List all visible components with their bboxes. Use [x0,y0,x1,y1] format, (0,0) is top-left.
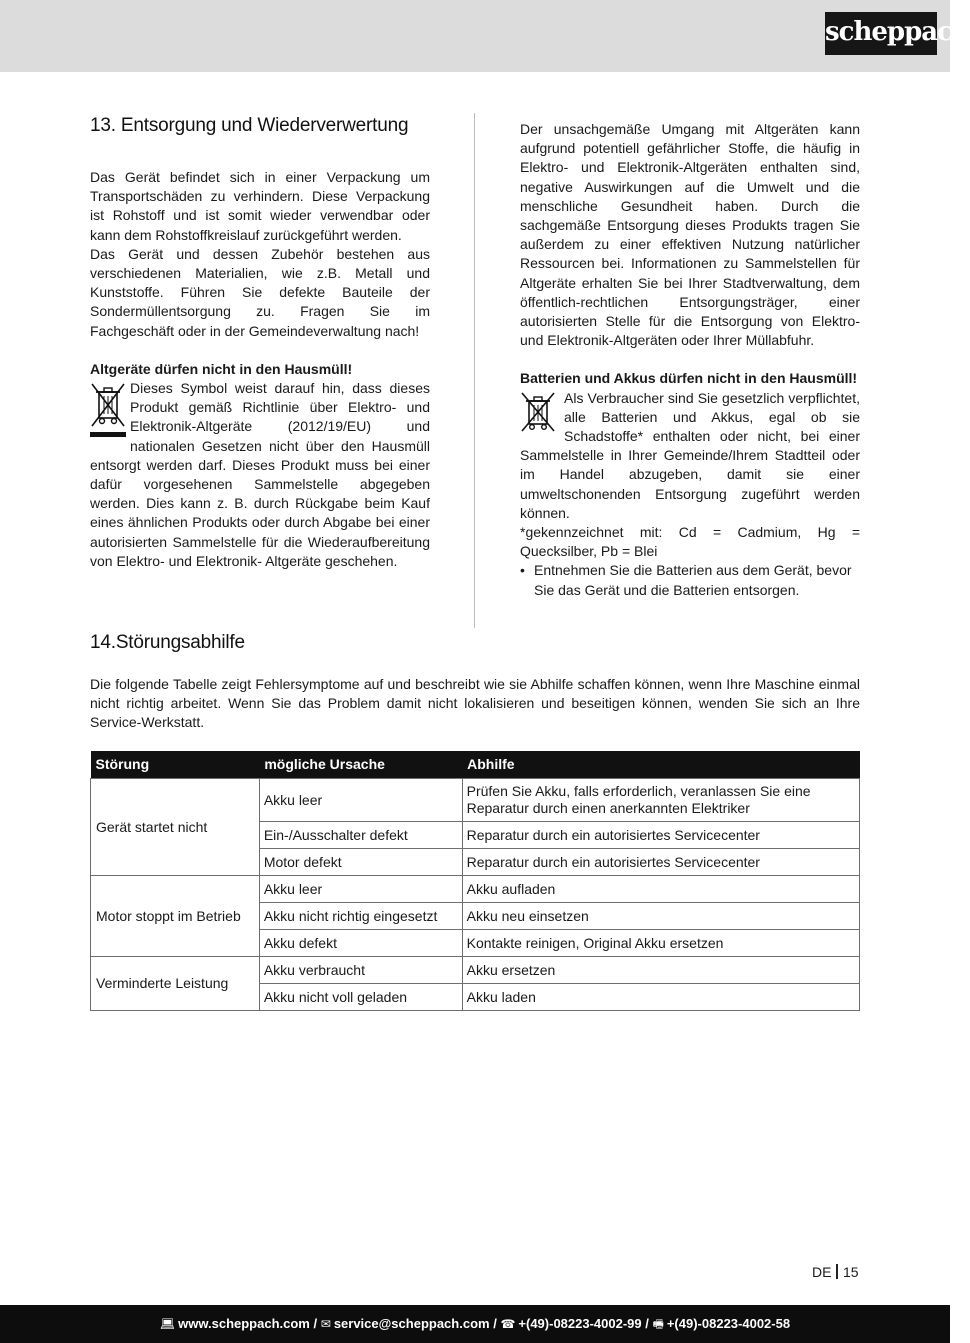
footer-email[interactable]: service@scheppach.com [333,1316,490,1331]
table-row [91,876,860,903]
footer-separator: / [493,1316,497,1331]
stoerung-cell: Motor stoppt im Betrieb [91,876,260,957]
batterien-heading: Batterien und Akkus dürfen nicht in den Hausmüll! [520,370,858,387]
bullet-text: Entnehmen Sie die Batterien aus dem Gerät, bevor Sie das Gerät und die Batterien entsorgen. [534,562,852,598]
table-row [91,779,860,822]
table-row [91,957,860,984]
batterien-text: Als Verbraucher sind Sie gesetzlich verpflichtet, alle Batterien und Akkus, egal ob sie Schadstoffe* enthalten oder nicht, bei einer Sammelstelle in Ihrer Gemeinde/Ihrem Stadtteil oder im Handel abzugeben, damit sie einer umweltschonenden Entsorgung zugeführt werden können. [520,389,860,521]
scheppach-logo: scheppach [825,12,937,55]
abhilfe-cell: Akku ersetzen [462,957,859,984]
abhilfe-cell: Reparatur durch ein autorisiertes Servicecenter [462,849,859,876]
weee-bar [90,432,126,437]
ursache-cell: Motor defekt [259,849,462,876]
bullet-marker: • [520,562,525,579]
altgeraete-text: Dieses Symbol weist darauf hin, dass dieses Produkt gemäß Richtlinie über Elektro- und Elektronik-Altgeräte (2012/19/EU) und nationalen Gesetzen nicht über den Hausmüll entsorgt werden darf. Dieses Produkt muss bei einer dafür vorgesehenen Sammelstelle abgegeben werden. Dies kann z. B. durch Rückgabe beim Kauf eines ähnlichen Produkts oder durch Abgabe bei einer autorisierten Sammelstelle für die Wiederaufbereitung von Elektro- und Elektronik- Altgeräte geschehen. [90,380,430,569]
footer-fax: +(49)-08223-4002-58 [666,1316,791,1331]
batterien-block [520,389,860,523]
list-item [520,561,860,599]
environment-paragraph: Der unsachgemäße Umgang mit Altgeräten kann aufgrund potentiell gefährlicher Stoffe, die häufig in Elektro- und Elektronik-Altgeräten enthalten sind, negative Auswirkungen auf die Umwelt und die menschliche Gesundheit haben. Durch die sachgemäße Entsorgung dieses Produkts tragen Sie außerdem zu einer effektiven Nutzung natürlicher Ressourcen bei. Informationen zu Sammelstellen für Altgeräte erhalten Sie bei Ihrer Stadtverwaltung, dem öffentlich-rechtlichen Entsorgungsträger, einer autorisierten Stelle für die Entsorgung von Elektro- und Elektronik-Altgeräten oder Ihrer Müllabfuhr. [520,121,860,349]
page-num: 15 [842,1264,859,1280]
page-lang: DE [812,1264,832,1280]
column-divider [474,113,475,628]
section-13-title-text: Entsorgung und Wiederverwertung [120,115,409,136]
footer-phone[interactable]: +(49)-08223-4002-99 [518,1316,642,1331]
header-abhilfe: Abhilfe [462,751,859,779]
abhilfe-cell: Akku laden [462,984,859,1011]
section-14-title [90,632,245,654]
section-14-intro: Die folgende Tabelle zeigt Fehlersymptome auf und beschreibt wie sie Abhilfe schaffen können, wenn Ihre Maschine einmal nicht richtig arbeitet. Wenn Sie das Problem damit nicht lokalisieren und beseitigen können, wenden Sie sich an Ihre Service-Werkstatt. [90,676,860,731]
abhilfe-cell: Akku aufladen [462,876,859,903]
table-header-row [91,751,860,779]
ursache-cell: Akku defekt [259,930,462,957]
crossed-bin-battery-icon [520,392,556,430]
computer-icon: 💻︎ [159,1317,176,1331]
section-14-number: 14. [90,632,116,653]
footer-contact-bar [0,1305,950,1343]
fax-icon: 🖷︎ [652,1317,664,1331]
crossed-bin-icon [90,382,126,442]
abhilfe-cell: Reparatur durch ein autorisiertes Servicecenter [462,822,859,849]
header-band [0,0,950,72]
ursache-cell: Akku leer [259,876,462,903]
section-13-number: 13. [90,115,116,136]
altgeraete-heading: Altgeräte dürfen nicht in den Hausmüll! [90,360,353,377]
page-number-separator [836,1264,838,1279]
troubleshooting-table [90,751,860,1011]
materials-paragraph: Das Gerät und dessen Zubehör bestehen aus verschiedenen Materialien, wie z.B. Metall und Kunststoffe. Führen Sie defekte Bauteile der Sondermüllentsorgung zu. Fragen Sie im Fachgeschäft oder in der Gemeindeverwaltung nach! [90,245,430,339]
page-number [812,1264,859,1280]
ursache-cell: Ein-/Ausschalter defekt [259,822,462,849]
mail-icon: ✉︎ [320,1317,331,1331]
section-14-title-text: Störungsabhilfe [115,632,245,653]
ursache-cell: Akku leer [259,779,462,822]
ursache-cell: Akku verbraucht [259,957,462,984]
footer-separator: / [645,1316,649,1331]
stoerung-cell: Verminderte Leistung [91,957,260,1011]
phone-icon: ☎︎ [500,1317,516,1331]
section-13-title [90,116,430,146]
footer-website[interactable]: www.scheppach.com [178,1316,310,1331]
ursache-cell: Akku nicht richtig eingesetzt [259,903,462,930]
header-ursache: mögliche Ursache [259,751,462,779]
section-13-right-column [520,120,860,600]
packaging-paragraph: Das Gerät befindet sich in einer Verpackung um Transportschäden zu verhindern. Diese Verpackung ist Rohstoff und ist somit wieder verwendbar oder kann dem Rohstoffkreislauf zurückgeführt werden. [90,169,430,243]
abhilfe-cell: Akku neu einsetzen [462,903,859,930]
schadstoffe-note: *gekennzeichnet mit: Cd = Cadmium, Hg = Quecksilber, Pb = Blei [520,524,860,560]
stoerung-cell: Gerät startet nicht [91,779,260,876]
footer-separator: / [313,1316,318,1331]
header-stoerung: Störung [91,751,260,779]
section-13-left-column [90,113,430,571]
altgeraete-block [90,379,430,571]
abhilfe-cell: Kontakte reinigen, Original Akku ersetzen [462,930,859,957]
ursache-cell: Akku nicht voll geladen [259,984,462,1011]
abhilfe-cell: Prüfen Sie Akku, falls erforderlich, veranlassen Sie eine Reparatur durch einen anerkannten Elektriker [462,779,859,822]
